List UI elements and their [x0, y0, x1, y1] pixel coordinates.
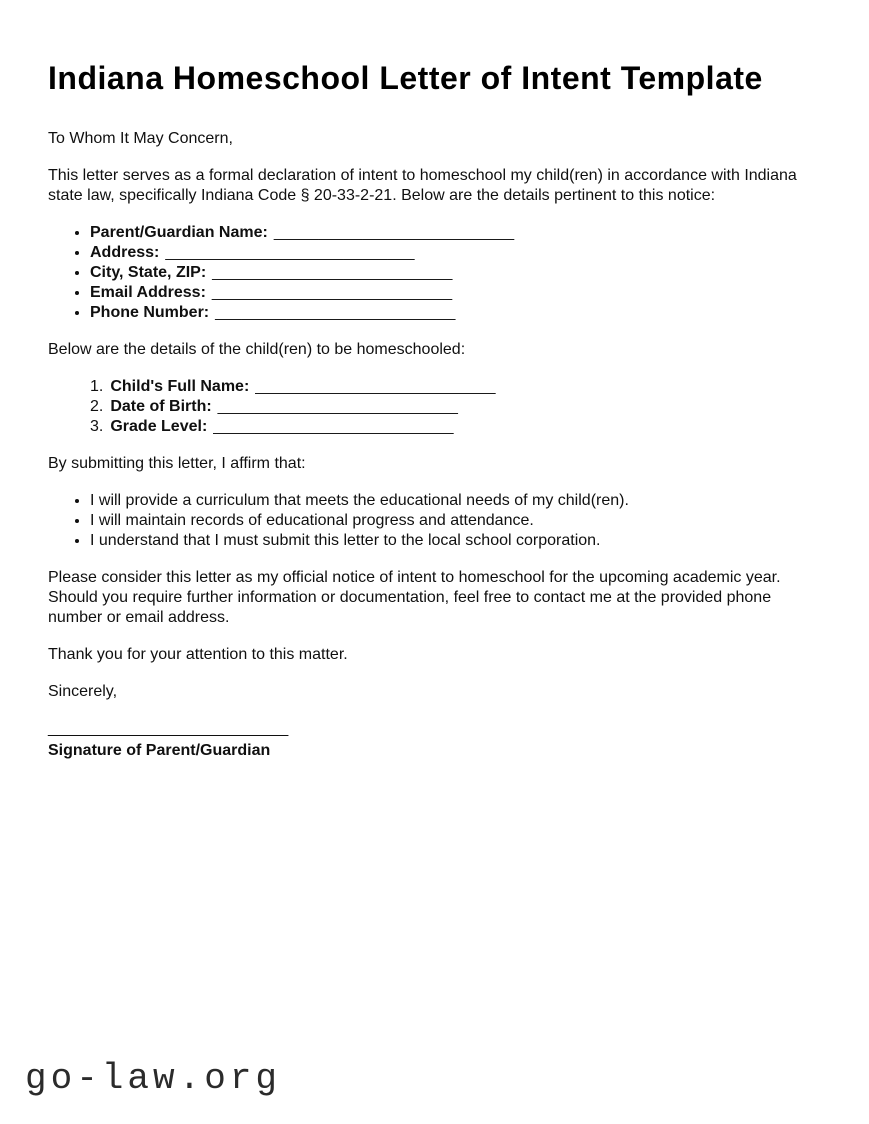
affirmation-item: • I will maintain records of educational progress and attendance. — [90, 511, 811, 531]
parent-field-address — [90, 243, 811, 263]
parent-field-phone — [90, 303, 811, 323]
child-field-dob — [90, 397, 811, 417]
field-label: Parent/Guardian Name: — [90, 224, 268, 241]
field-blank: ___________________________ — [273, 224, 515, 241]
field-blank: ___________________________ — [255, 378, 496, 395]
affirm-intro: By submitting this letter, I affirm that: — [48, 455, 306, 472]
item-number: 3. — [90, 418, 104, 435]
signoff-line: Sincerely, — [48, 683, 118, 700]
item-number: 1. — [90, 378, 104, 395]
page-title: Indiana Homeschool Letter of Intent Template — [48, 60, 763, 96]
parent-field-email — [90, 283, 811, 303]
affirmation-item: • I understand that I must submit this letter to the local school corporation. — [90, 531, 811, 551]
affirmations-list — [48, 491, 811, 551]
affirmation-item: • I will provide a curriculum that meets the educational needs of my child(ren). — [90, 491, 811, 511]
field-label: Child's Full Name: — [110, 378, 250, 395]
parent-field-city-state-zip — [90, 263, 811, 283]
field-blank: ___________________________ — [217, 398, 458, 415]
field-label: Email Address: — [90, 284, 206, 301]
field-label: City, State, ZIP: — [90, 264, 207, 281]
field-blank: ___________________________ — [211, 284, 453, 301]
children-intro: Below are the details of the child(ren) to be homeschooled: — [48, 341, 466, 358]
parent-field-name — [90, 223, 811, 243]
child-field-full-name — [90, 377, 811, 397]
signature-blank-line: ___________________________ — [48, 720, 289, 737]
signature-label: Signature of Parent/Guardian — [48, 742, 271, 759]
child-fields-list — [48, 377, 811, 437]
child-field-grade-level — [90, 417, 811, 437]
field-blank: ___________________________ — [215, 304, 456, 321]
field-label: Grade Level: — [110, 418, 208, 435]
field-label: Date of Birth: — [110, 398, 212, 415]
field-blank: ___________________________ — [212, 264, 453, 281]
closing-paragraph: Please consider this letter as my official notice of intent to homeschool for the upcoming academic year. Should you require further information or documentation, feel free to contact me at the provided phone number or email address. — [48, 569, 781, 626]
item-number: 2. — [90, 398, 104, 415]
field-label: Address: — [90, 244, 160, 261]
thanks-line: Thank you for your attention to this matter. — [48, 646, 348, 663]
salutation: To Whom It May Concern, — [48, 130, 233, 147]
footer-brand: go-law.org — [25, 1058, 282, 1099]
intro-paragraph: This letter serves as a formal declaration of intent to homeschool my child(ren) in accordance with Indiana state law, specifically Indiana Code § 20-33-2-21. Below are the details pertinent to this notice: — [48, 167, 797, 204]
field-blank: ___________________________ — [213, 418, 454, 435]
field-label: Phone Number: — [90, 304, 210, 321]
parent-fields-list — [48, 223, 811, 323]
field-blank: ____________________________ — [165, 244, 415, 261]
